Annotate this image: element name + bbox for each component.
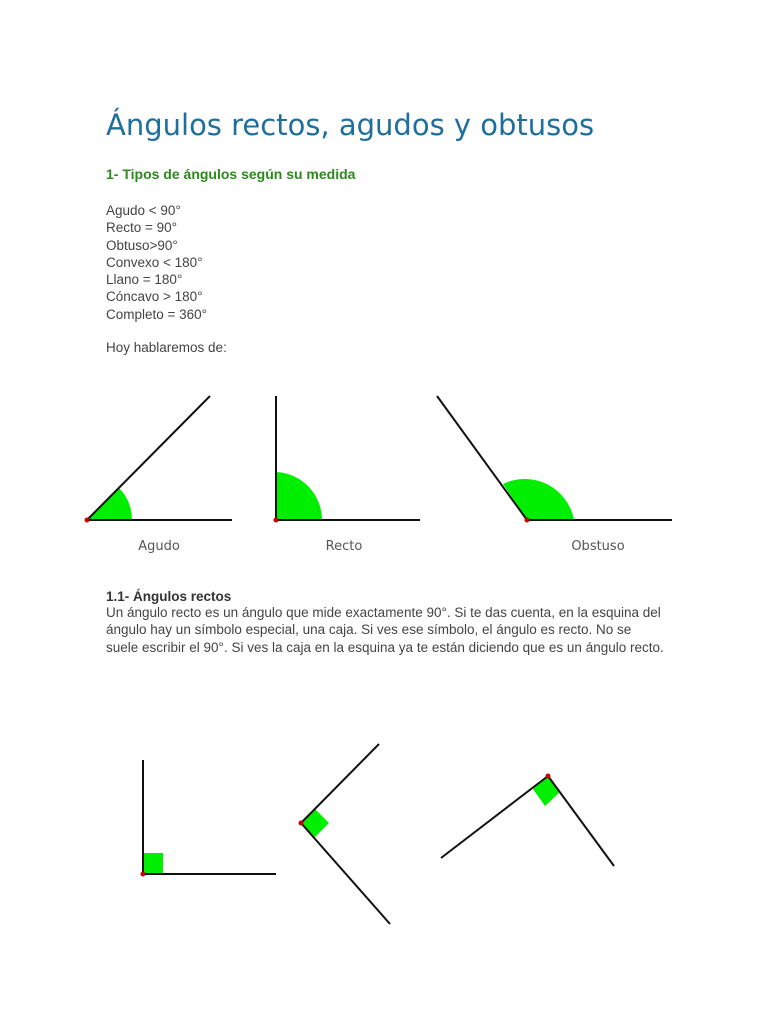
measure-item-agudo: Agudo < 90° [106, 203, 181, 218]
upright-vertex-dot [141, 872, 146, 877]
obtuse-angle-arc [503, 479, 574, 520]
right-angle-example-rotated-top [441, 774, 614, 867]
right-angle-box-rotated-top [533, 776, 559, 806]
obtuse-angle-vertex-dot [525, 518, 530, 523]
right-angle-label: Recto [325, 539, 363, 554]
rotated-left-lower-line [301, 823, 390, 924]
subsection-heading: 1.1- Ángulos rectos [106, 589, 232, 604]
measure-item-concavo: Cóncavo > 180° [106, 289, 203, 305]
measure-item-obtuso: Obtuso>90° [106, 237, 178, 253]
right-angle-box-rotated-left [301, 809, 329, 837]
acute-angle-ray-line [87, 396, 210, 520]
right-angle-examples-figure [0, 730, 768, 940]
section-heading: 1- Tipos de ángulos según su medida [106, 166, 356, 182]
rotated-left-upper-line [301, 744, 379, 823]
right-angle-vertex-dot [274, 518, 279, 523]
page-title: Ángulos rectos, agudos y obtusos [106, 108, 595, 142]
rotated-top-vertex-dot [546, 774, 551, 779]
measure-item-llano: Llano = 180° [106, 272, 183, 288]
right-angle-arc [276, 472, 322, 520]
right-angle-example-rotated-left [299, 744, 391, 924]
rotated-top-left-line [441, 776, 548, 858]
measure-item-recto: Recto = 90° [106, 220, 178, 236]
acute-angle-label: Agudo [138, 539, 180, 554]
right-angle-box-upright [143, 853, 163, 874]
angle-measure-list [106, 202, 207, 323]
measure-item-completo: Completo = 360° [106, 306, 208, 322]
angle-types-figure [0, 380, 768, 570]
right-angle-paragraph: Un ángulo recto es un ángulo que mide exactamente 90°. Si te das cuenta, en la esquina del ángulo hay un símbolo especial, una caja. Si ves ese símbolo, el ángulo es recto. No se suele escribir el 90°. Si ves la caja en la esquina ya te están diciendo que es un ángulo recto. [106, 605, 664, 655]
obtuse-angle-ray-line [437, 396, 527, 520]
rotated-top-right-line [548, 776, 614, 866]
acute-angle-arc [87, 488, 132, 520]
right-angle-diagram [274, 396, 421, 554]
acute-angle-diagram [85, 396, 233, 554]
acute-angle-vertex-dot [85, 518, 90, 523]
right-angle-example-upright [141, 760, 277, 877]
intro-text: Hoy hablaremos de: [106, 340, 227, 355]
obtuse-angle-diagram [437, 396, 672, 554]
obtuse-angle-label: Obstuso [571, 539, 625, 554]
rotated-left-vertex-dot [299, 821, 304, 826]
measure-item-convexo: Convexo < 180° [106, 254, 203, 270]
